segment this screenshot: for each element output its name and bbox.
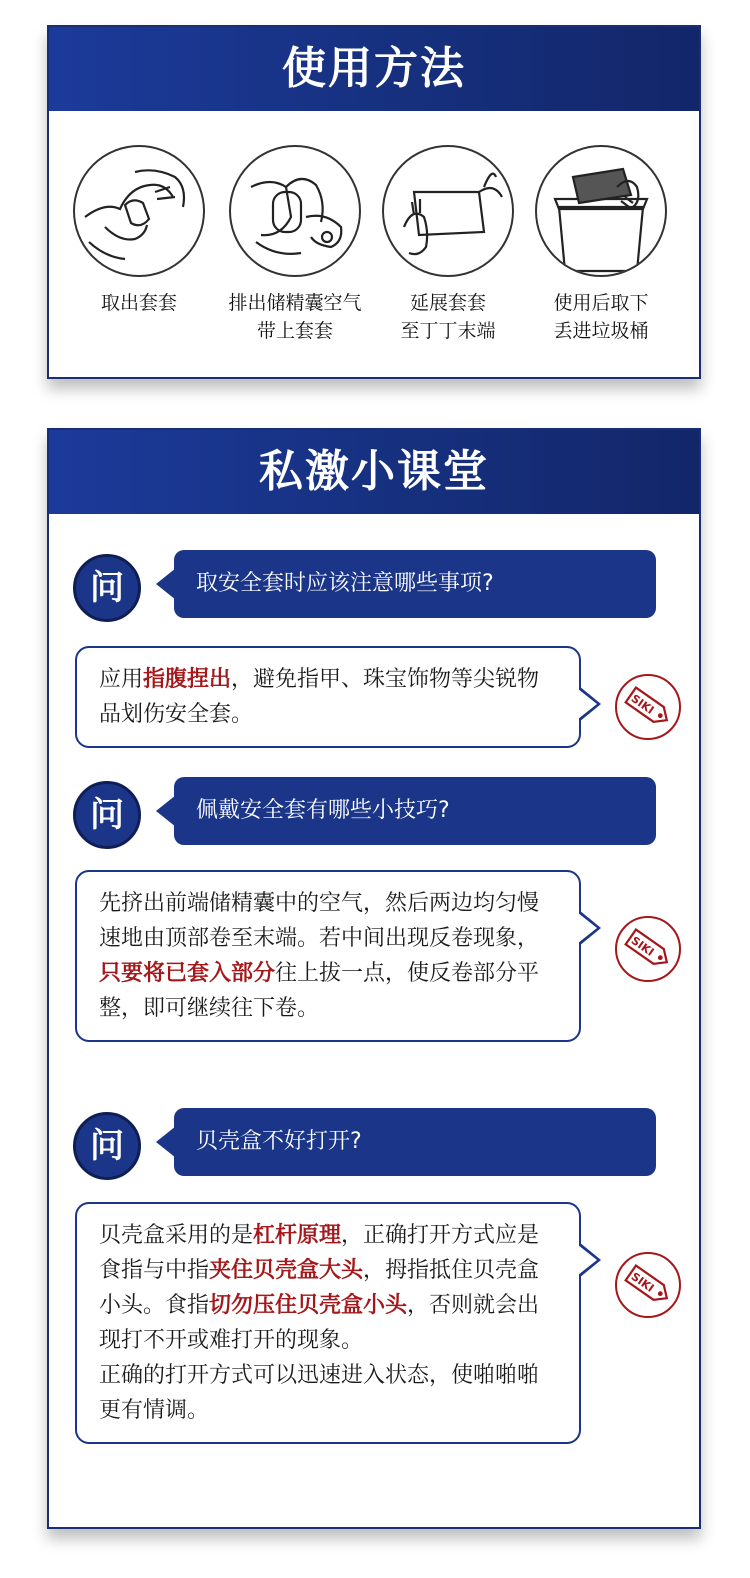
step-squeeze [215, 145, 375, 345]
question-badge: 问 [73, 1112, 141, 1180]
highlight-text: 切勿压住贝壳盒小头 [209, 1293, 408, 1318]
question-text: 取安全套时应该注意哪些事项? [174, 550, 656, 618]
siki-tag-text: SIKI [628, 933, 657, 959]
answer-text [99, 891, 539, 1021]
answer-segment: 正确的打开方式可以迅速进入状态，使啪啪啪更有情调。 [99, 1363, 540, 1423]
question-badge: 问 [73, 554, 141, 622]
siki-tag-icon [615, 674, 681, 740]
question-tail [156, 1126, 176, 1158]
step-2-line2: 带上套套 [256, 320, 333, 342]
class-panel [47, 428, 701, 1529]
answer-3 [75, 1202, 675, 1444]
question-2 [71, 777, 661, 849]
usage-panel [47, 25, 701, 379]
answer-segment: 应用 [99, 667, 144, 692]
question-text: 贝壳盒不好打开? [174, 1108, 656, 1176]
answer-1 [75, 646, 675, 748]
highlight-text: 只要将已套入部分 [99, 961, 276, 986]
answer-text [99, 667, 539, 727]
answer-segment: ，否则就会出现打不开或难打开的现象。 [99, 1293, 540, 1353]
highlight-text: 杠杆原理 [253, 1223, 342, 1248]
answer-bubble [75, 1202, 581, 1444]
step-2-line1: 排出储精囊空气 [228, 292, 362, 314]
step-roll-down [368, 145, 528, 345]
answer-text [99, 1223, 539, 1423]
answer-segment: 往上拔一点，使反卷部分平整，即可继续往下卷。 [99, 961, 540, 1021]
trash-bin-icon [535, 145, 667, 277]
answer-segment: ，拇指抵住贝壳盒小头。食指 [99, 1258, 540, 1318]
step-4-line1: 使用后取下 [553, 292, 649, 314]
question-tail [156, 568, 176, 600]
squeeze-tip-hands-icon [229, 145, 361, 277]
siki-tag-icon [615, 916, 681, 982]
question-3 [71, 1108, 661, 1180]
class-title: 私激小课堂 [49, 430, 699, 514]
highlight-text: 夹住贝壳盒大头 [209, 1258, 364, 1283]
siki-tag-text: SIKI [628, 1269, 657, 1295]
answer-bubble [75, 870, 581, 1042]
answer-bubble [75, 646, 581, 748]
answer-segment: ，正确打开方式应是食指与中指 [99, 1223, 540, 1283]
siki-tag-icon [615, 1252, 681, 1318]
open-wrapper-hands-icon [73, 145, 205, 277]
step-dispose [521, 145, 681, 345]
question-badge: 问 [73, 781, 141, 849]
step-take-out [59, 145, 219, 317]
answer-segment: 贝壳盒采用的是 [99, 1223, 254, 1248]
answer-2 [75, 870, 675, 1042]
question-1 [71, 550, 661, 622]
answer-segment: ，避免指甲、珠宝饰物等尖锐物品划伤安全套。 [99, 667, 540, 727]
question-text: 佩戴安全套有哪些小技巧? [174, 777, 656, 845]
answer-segment: 先挤出前端储精囊中的空气，然后两边均匀慢速地由顶部卷至末端。若中间出现反卷现象， [99, 891, 540, 951]
usage-steps [49, 145, 699, 365]
roll-down-hand-icon [382, 145, 514, 277]
step-4-line2: 丢进垃圾桶 [553, 320, 649, 342]
question-tail [156, 795, 176, 827]
step-3-line1: 延展套套 [409, 292, 486, 314]
highlight-text: 指腹捏出 [143, 667, 232, 692]
step-3-line2: 至丁丁末端 [400, 320, 496, 342]
step-1-line1: 取出套套 [100, 292, 177, 314]
siki-tag-text: SIKI [628, 691, 657, 717]
usage-title: 使用方法 [49, 27, 699, 111]
